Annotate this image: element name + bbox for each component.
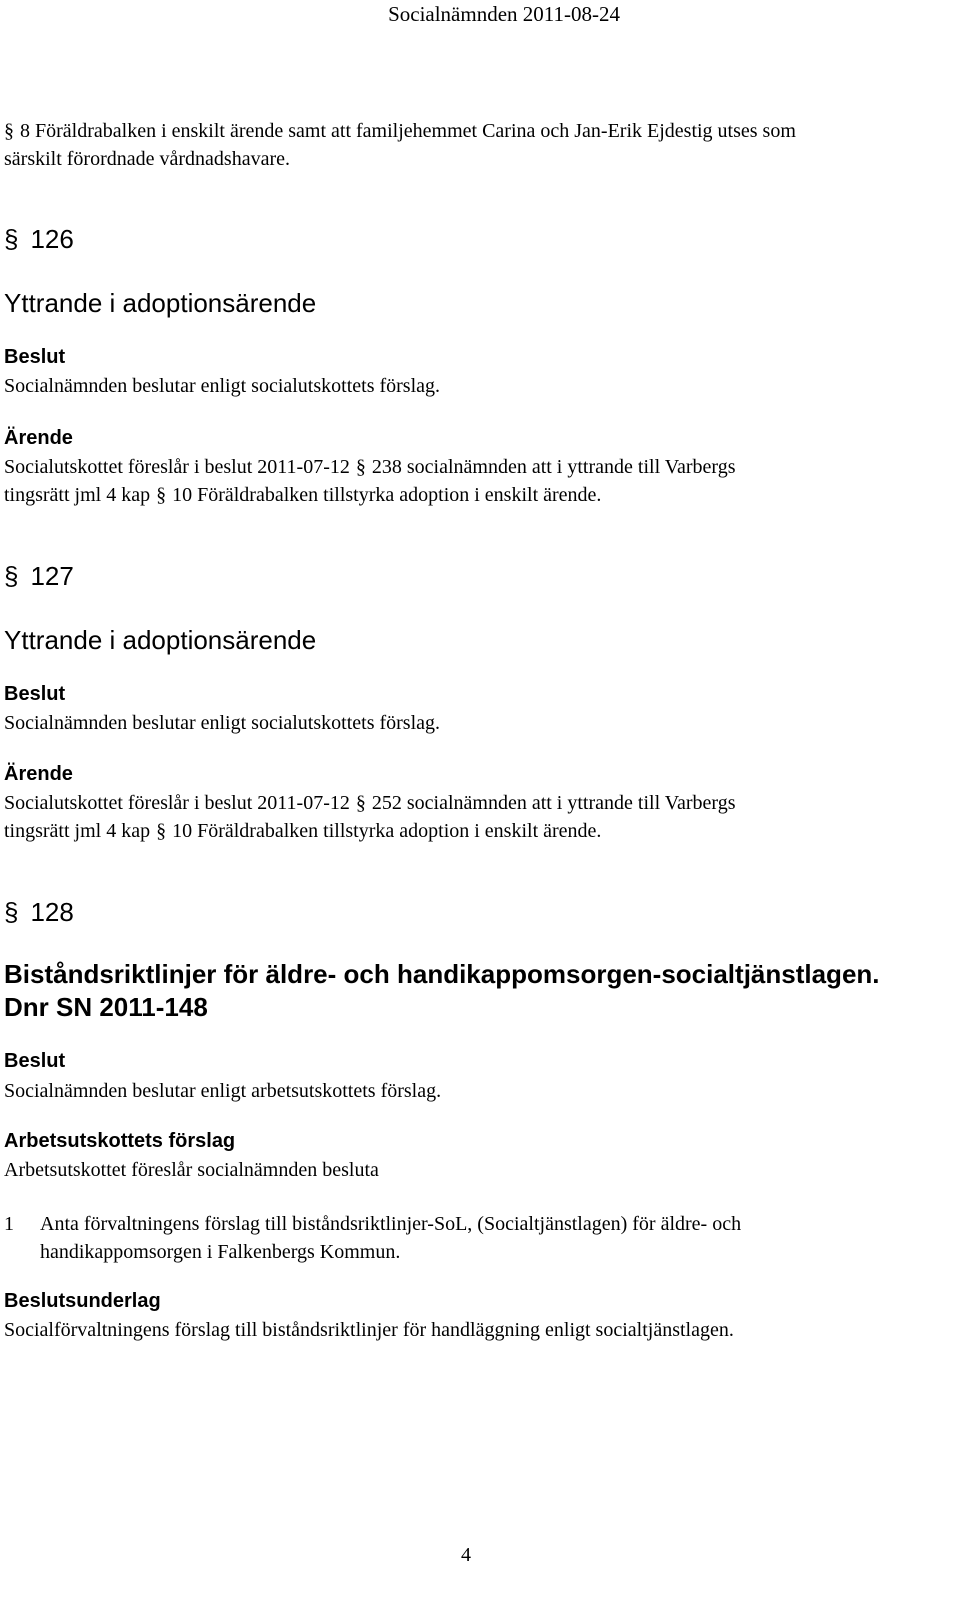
list-item-number: 1 xyxy=(4,1213,14,1235)
paragraph-128-underlag-text: Socialförvaltningens förslag till biståndsriktlinjer för handläggning enligt socialtjänstlagen. xyxy=(4,1319,734,1341)
section-symbol: § xyxy=(4,897,19,927)
intro-line-1-text: 8 Föräldrabalken i enskilt ärende samt att familjehemmet Carina och Jan-Erik Ejdestig utses som xyxy=(20,120,796,142)
paragraph-128-forslag-label: Arbetsutskottets förslag xyxy=(4,1130,236,1152)
paragraph-126-arende-line-2 xyxy=(4,481,601,509)
list-item-line-1: Anta förvaltningens förslag till biståndsriktlinjer-SoL, (Socialtjänstlagen) för äldre- och xyxy=(40,1213,742,1235)
paragraph-126-beslut-text: Socialnämnden beslutar enligt socialutskottets förslag. xyxy=(4,375,441,397)
arende-text: 10 Föräldrabalken tillstyrka adoption i enskilt ärende. xyxy=(172,484,602,506)
arende-text: 10 Föräldrabalken tillstyrka adoption i enskilt ärende. xyxy=(172,820,602,842)
section-symbol: § xyxy=(156,820,167,842)
arende-text: Socialutskottet föreslår i beslut 2011-07-12 xyxy=(4,792,350,814)
paragraph-128-forslag-text: Arbetsutskottet föreslår socialnämnden besluta xyxy=(4,1159,379,1181)
paragraph-number: 128 xyxy=(30,897,74,927)
arende-text: tingsrätt jml 4 kap xyxy=(4,484,151,506)
arende-text: Socialutskottet föreslår i beslut 2011-07-12 xyxy=(4,456,350,478)
paragraph-128-beslut-label: Beslut xyxy=(4,1050,66,1072)
paragraph-127-arende-label: Ärende xyxy=(4,763,73,785)
page-header: Socialnämnden 2011-08-24 xyxy=(388,2,620,26)
paragraph-128-number xyxy=(4,897,74,928)
section-symbol: § xyxy=(4,120,14,142)
paragraph-127-beslut-label: Beslut xyxy=(4,683,66,705)
page-number: 4 xyxy=(461,1544,471,1566)
paragraph-127-number xyxy=(4,561,74,592)
arende-text: tingsrätt jml 4 kap xyxy=(4,820,151,842)
paragraph-128-title-line-1: Biståndsriktlinjer för äldre- och handikappomsorgen-socialtjänstlagen. xyxy=(4,959,880,989)
section-symbol: § xyxy=(4,224,19,254)
paragraph-126-beslut-label: Beslut xyxy=(4,346,66,368)
arende-text: 252 socialnämnden att i yttrande till Varbergs xyxy=(371,792,736,814)
paragraph-128-title-line-2: Dnr SN 2011-148 xyxy=(4,992,208,1022)
intro-line-1 xyxy=(4,117,796,145)
section-symbol: § xyxy=(4,561,19,591)
section-symbol: § xyxy=(355,792,366,814)
paragraph-127-beslut-text: Socialnämnden beslutar enligt socialutskottets förslag. xyxy=(4,712,441,734)
paragraph-number: 126 xyxy=(30,224,74,254)
section-symbol: § xyxy=(355,456,366,478)
paragraph-number: 127 xyxy=(30,561,74,591)
paragraph-127-title: Yttrande i adoptionsärende xyxy=(4,625,317,655)
intro-line-2: särskilt förordnade vårdnadshavare. xyxy=(4,148,290,170)
list-item-line-2: handikappomsorgen i Falkenbergs Kommun. xyxy=(40,1241,401,1263)
paragraph-126-title: Yttrande i adoptionsärende xyxy=(4,288,317,318)
paragraph-127-arende-line-2 xyxy=(4,817,601,845)
paragraph-127-arende-line-1 xyxy=(4,789,735,817)
section-symbol: § xyxy=(156,484,167,506)
arende-text: 238 socialnämnden att i yttrande till Varbergs xyxy=(371,456,736,478)
paragraph-126-number xyxy=(4,224,74,255)
paragraph-126-arende-line-1 xyxy=(4,453,735,481)
paragraph-126-arende-label: Ärende xyxy=(4,427,73,449)
paragraph-128-beslut-text: Socialnämnden beslutar enligt arbetsutskottets förslag. xyxy=(4,1080,442,1102)
paragraph-128-underlag-label: Beslutsunderlag xyxy=(4,1290,161,1312)
